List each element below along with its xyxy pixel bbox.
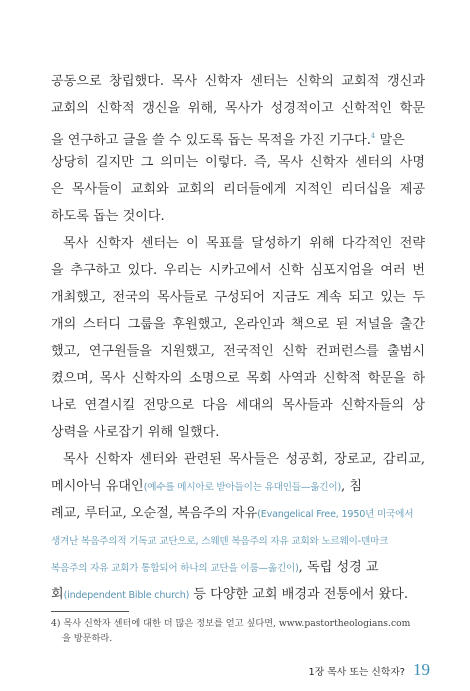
chapter-title: 1장 목사 또는 신학자? [308, 667, 405, 678]
line-text: , 독립 성경 교 [298, 560, 379, 575]
page-footer [309, 660, 431, 684]
paragraph-line [51, 557, 425, 579]
translator-note: (예수를 메시아로 받아들이는 유대인들—옮긴이) [143, 482, 342, 493]
paragraph-line: 공동으로 창립했다. 목사 신학자 센터는 신학의 교회적 갱신과 [51, 74, 425, 89]
paragraph-line [51, 503, 425, 525]
paragraph-line [51, 584, 425, 606]
footnote-line: 4) 목사 신학자 센터에 대한 더 많은 정보를 얻고 싶다면, www.pastortheologians.com [51, 618, 411, 629]
page-number: 19 [413, 660, 430, 679]
paragraph-line: 개최했고, 전국의 목사들로 구성되어 지금도 계속 되고 있는 두 [51, 290, 425, 305]
paragraph-line: 목사 신학자 센터는 이 목표를 달성하기 위해 다각적인 전략 [63, 236, 425, 251]
footnote [51, 616, 431, 646]
paragraph-line [51, 530, 425, 552]
translator-note: 생겨난 복음주의적 기독교 교단으로, 스웨덴 복음주의 자유 교회와 노르웨이-덴마크 [51, 536, 389, 547]
paragraph-line: 했고, 연구원들을 지원했고, 전국적인 신학 컨퍼런스를 출범시 [51, 344, 425, 359]
paragraph-line: 개의 스터디 그룹을 후원했고, 온라인과 책으로 된 저널을 출간 [51, 317, 425, 332]
line-text: 메시아닉 유대인 [51, 479, 144, 494]
paragraph-line: 교회의 신학적 갱신을 위해, 목사가 성경적이고 신학적인 학문 [51, 101, 425, 116]
line-text: 말은 [375, 133, 405, 148]
paragraph-line [51, 476, 425, 498]
line-text: 회 [51, 587, 64, 602]
translator-note: 복음주의 자유 교회가 통합되어 하나의 교단을 이룸—옮긴이) [51, 563, 299, 574]
footnote-line: 을 방문하라. [62, 633, 113, 644]
line-text: , 침 [341, 479, 362, 494]
paragraph-line: 상당히 길지만 그 의미는 이렇다. 즉, 목사 신학자 센터의 사명 [51, 155, 425, 170]
footnote-marker: 4 [370, 132, 376, 140]
paragraph-line [51, 125, 425, 147]
paragraph-line: 은 목사들이 교회와 교회의 리더들에게 지적인 리더십을 제공 [51, 182, 425, 197]
paragraph-line: 하도록 돕는 것이다. [51, 209, 165, 224]
line-text: 을 연구하고 글을 쓸 수 있도록 돕는 목적을 가진 기구다. [51, 133, 371, 148]
translator-note: (Evangelical Free, 1950년 미국에서 [257, 509, 414, 520]
translator-note: (independent Bible church) [63, 590, 190, 601]
paragraph-line: 을 추구하고 있다. 우리는 시카고에서 신학 심포지엄을 여러 번 [51, 263, 425, 278]
footnote-divider [51, 611, 129, 612]
paragraph-line: 상력을 사로잡기 위해 일했다. [51, 425, 220, 440]
paragraph-line: 켰으며, 목사 신학자의 소명으로 목회 사역과 신학적 학문을 하 [51, 371, 425, 386]
line-text: 등 다양한 교회 배경과 전통에서 왔다. [189, 587, 408, 602]
line-text: 례교, 루터교, 오순절, 복음주의 자유 [51, 506, 258, 521]
paragraph-line: 나로 연결시킬 전망으로 다음 세대의 목사들과 신학자들의 상 [51, 398, 425, 413]
paragraph-line: 목사 신학자 센터와 관련된 목사들은 성공회, 장로교, 감리교, [63, 452, 425, 467]
